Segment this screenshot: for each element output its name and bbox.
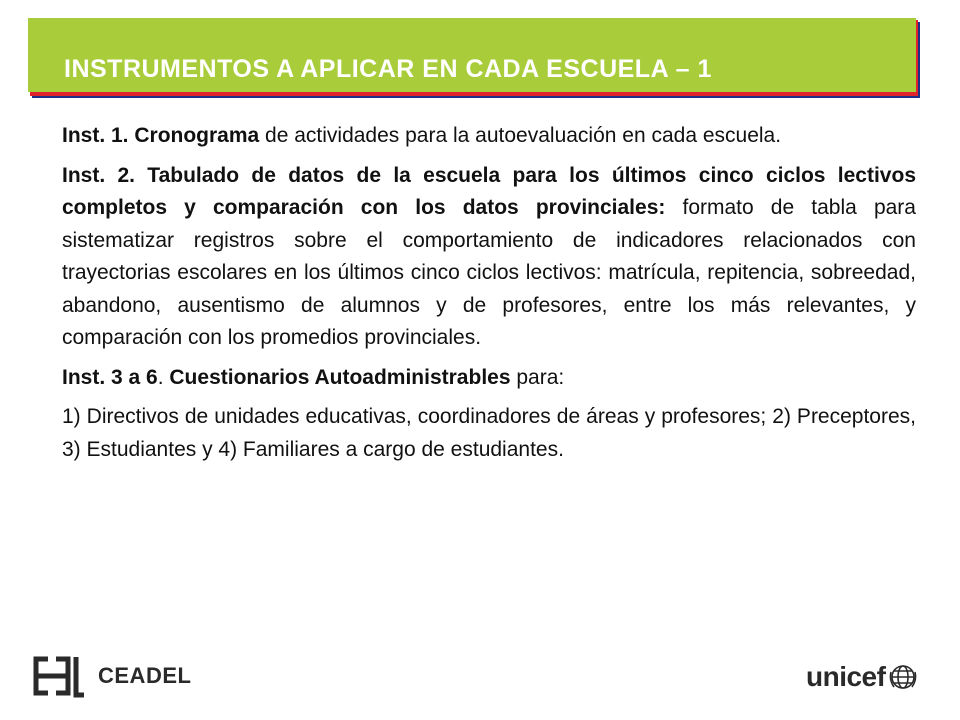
inst-2-text: formato de tabla para sistematizar registros sobre el comportamiento de indicadores relacionados con trayectorias escolares en los últimos cinco ciclos lectivos: matrícula, repitencia, sobreedad, abandono, ausentismo de alumnos y de profesores, entre los más relevantes, y comparación con los promedios provinciales. xyxy=(62,196,916,349)
slide-body xyxy=(62,120,916,473)
ceadel-logo xyxy=(28,650,228,702)
paragraph-inst-3-6 xyxy=(62,362,916,395)
inst-1-heading: Inst. 1. Cronograma xyxy=(62,124,260,147)
title-banner xyxy=(28,18,920,98)
inst-3-6-separator: . xyxy=(157,365,170,389)
slide-title: INSTRUMENTOS A APLICAR EN CADA ESCUELA – 1 xyxy=(64,54,712,83)
paragraph-respondents xyxy=(62,401,916,466)
unicef-logo-text: unicef xyxy=(806,661,886,692)
inst-3-6-heading: Inst. 3 a 6 xyxy=(62,365,158,389)
unicef-logo xyxy=(806,654,936,700)
inst-3-6-text: para: xyxy=(510,365,565,389)
paragraph-inst-2 xyxy=(62,160,916,355)
banner-background xyxy=(28,18,916,92)
respondents-text: 1) Directivos de unidades educativas, coordinadores de áreas y profesores; 2) Preceptores, 3) Estudiantes y 4) Familiares a cargo de estudiantes. xyxy=(62,405,916,461)
paragraph-inst-1 xyxy=(62,120,916,153)
inst-3-6-subheading: Cuestionarios Autoadministrables xyxy=(169,365,511,389)
ceadel-emblem-icon xyxy=(28,653,86,699)
inst-2-heading: Inst. 2. Tabulado de datos de la escuela para los últimos cinco ciclos lectivos completos y comparación con los datos provinciales: xyxy=(62,163,916,219)
ceadel-logo-text: CEADEL xyxy=(98,663,192,688)
unicef-globe-icon xyxy=(888,662,918,692)
inst-1-text: de actividades para la autoevaluación en cada escuela. xyxy=(259,124,782,147)
